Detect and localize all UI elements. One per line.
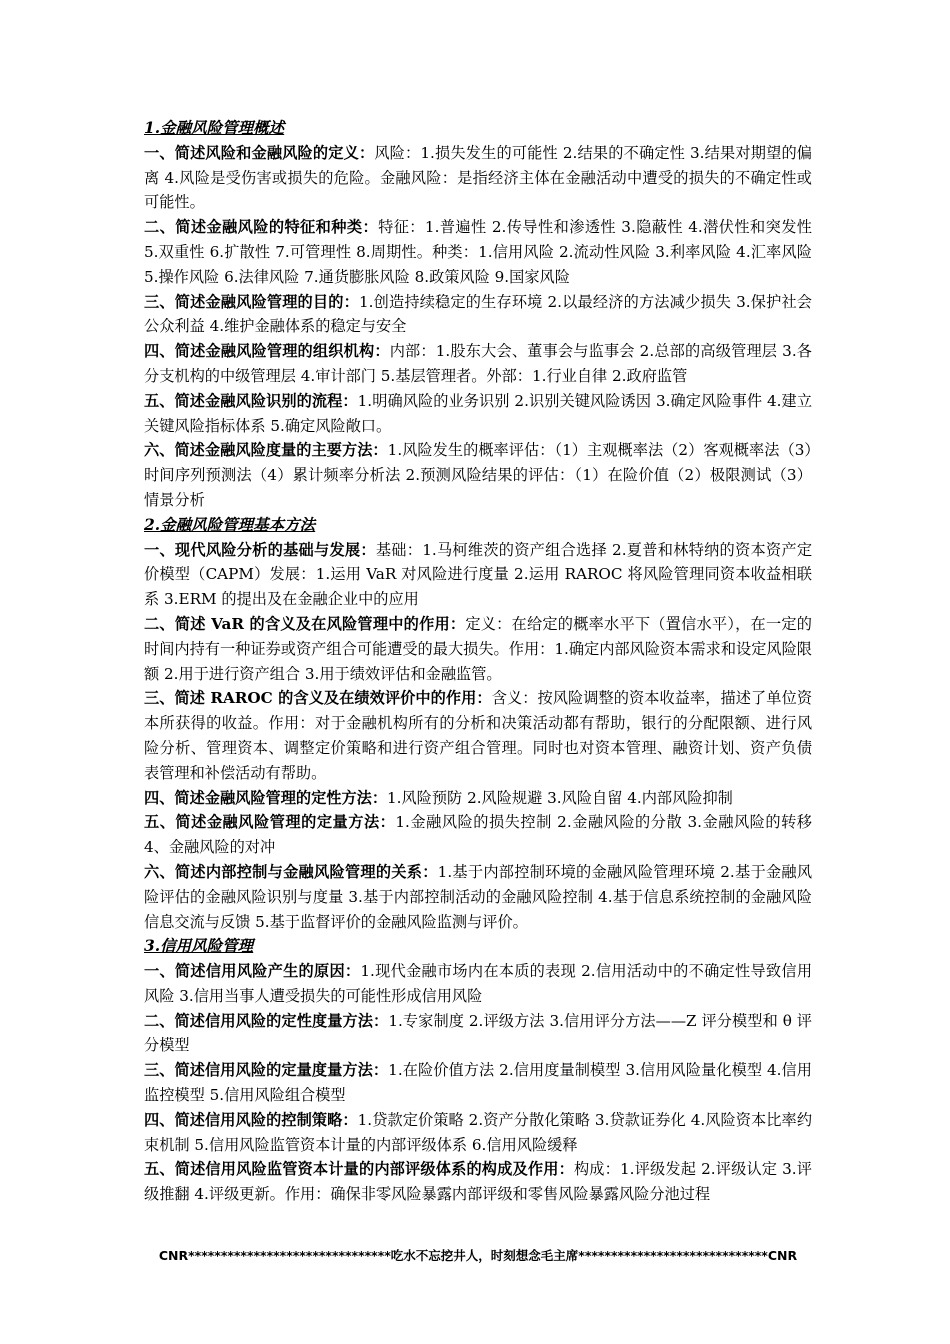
question-heading: 五、简述信用风险监管资本计量的内部评级体系的构成及作用： [144, 1160, 574, 1179]
question-paragraph [144, 215, 812, 289]
question-heading: 二、简述 VaR 的含义及在风险管理中的作用： [144, 614, 466, 633]
question-heading: 四、简述金融风险管理的定性方法： [144, 788, 387, 807]
answer-text: 1.专家制度 2.评级方法 3.信用评分方法——Z 评分模型和 θ 评分模型 [144, 1011, 812, 1055]
question-heading: 六、简述金融风险度量的主要方法： [144, 441, 388, 460]
question-heading: 二、简述信用风险的定性度量方法： [144, 1011, 389, 1030]
section-title: 3.信用风险管理 [144, 936, 254, 956]
answer-text: 1.风险预防 2.风险规避 3.风险自留 4.内部风险抑制 [387, 788, 733, 807]
answer-text: 1.在险价值方法 2.信用度量制模型 3.信用风险量化模型 4.信用监控模型 5.信用风险组合模型 [144, 1061, 812, 1105]
section-title: 2.金融风险管理基本方法 [144, 514, 316, 534]
question-heading: 三、简述信用风险的定量度量方法： [144, 1061, 389, 1080]
question-paragraph [144, 1157, 812, 1207]
section-1 [144, 116, 812, 513]
answer-text: 1.现代金融市场内在本质的表现 2.信用活动中的不确定性导致信用风险 3.信用当事人遭受损失的可能性形成信用风险 [144, 962, 813, 1005]
question-paragraph [144, 612, 812, 686]
question-heading: 四、简述信用风险的控制策略： [144, 1110, 358, 1129]
question-paragraph [144, 1058, 812, 1108]
question-paragraph [144, 438, 812, 512]
answer-text: 1.金融风险的损失控制 2.金融风险的分散 3.金融风险的转移 4、金融风险的对冲 [144, 813, 812, 857]
question-paragraph [144, 786, 812, 811]
question-paragraph [144, 860, 812, 934]
answer-text: 1.基于内部控制环境的金融风险管理环境 2.基于金融风险评估的金融风险识别与度量 3.基于内部控制活动的金融风险控制 4.基于信息系统控制的金融风险信息交流与反馈 5.基于监督评价的金融风险监测与评价。 [144, 862, 813, 931]
question-paragraph [144, 810, 812, 860]
answer-text: 内部：1.股东大会、董事会与监事会 2.总部的高级管理层 3.各分支机构的中级管理层 4.审计部门 5.基层管理者。外部：1.行业自律 2.政府监管 [144, 342, 812, 385]
answer-text: 风险：1.损失发生的可能性 2.结果的不确定性 3.结果对期望的偏离 4.风险是受伤害或损失的危险。金融风险：是指经济主体在金融活动中遭受的损失的不确定性或可能性。 [144, 143, 812, 212]
question-paragraph [144, 686, 812, 785]
answer-text: 1.明确风险的业务识别 2.识别关键风险诱因 3.确定风险事件 4.建立关键风险指标体系 5.确定风险敞口。 [144, 391, 813, 435]
question-heading: 六、简述内部控制与金融风险管理的关系： [144, 862, 438, 881]
answer-text: 基础：1.马柯维茨的资产组合选择 2.夏普和林特纳的资本资产定价模型（CAPM）发展：1.运用 VaR 对风险进行度量 2.运用 RAROC 将风险管理同资本收益相联系 3.ERM 的提出及在金融企业中的应用 [144, 540, 812, 609]
question-paragraph [144, 339, 812, 389]
question-paragraph [144, 1108, 812, 1158]
answer-text: 1.贷款定价策略 2.资产分散化策略 3.贷款证券化 4.风险资本比率约束机制 5.信用风险监管资本计量的内部评级体系 6.信用风险缓释 [144, 1110, 813, 1154]
question-paragraph [144, 538, 812, 612]
question-heading: 一、现代风险分析的基础与发展： [144, 540, 376, 559]
question-paragraph [144, 959, 812, 1009]
question-heading: 三、简述金融风险管理的目的： [144, 292, 359, 311]
answer-text: 1.风险发生的概率评估：（1）主观概率法（2）客观概率法（3）时间序列预测法（4）累计频率分析法 2.预测风险结果的评估：（1）在险价值（2）极限测试（3）情景分析 [144, 441, 812, 509]
question-heading: 一、简述风险和金融风险的定义： [144, 143, 375, 162]
question-heading: 五、简述金融风险识别的流程： [144, 391, 358, 410]
question-paragraph [144, 141, 812, 215]
answer-text: 构成：1.评级发起 2.评级认定 3.评级推翻 4.评级更新。作用：确保非零风险暴露内部评级和零售风险暴露风险分池过程 [144, 1160, 812, 1204]
answer-text: 特征：1.普遍性 2.传导性和渗透性 3.隐蔽性 4.潜伏性和突发性 5.双重性 6.扩散性 7.可管理性 8.周期性。种类：1.信用风险 2.流动性风险 3.利率风险 4.汇率风险 5.操作风险 6.法律风险 7.通货膨胀风险 8.政策风险 9.国家风险 [144, 218, 812, 286]
document-body [144, 116, 812, 1207]
question-heading: 五、简述金融风险管理的定量方法： [144, 813, 396, 832]
question-heading: 二、简述金融风险的特征和种类： [144, 218, 379, 237]
question-paragraph [144, 389, 812, 439]
answer-text: 定义：在给定的概率水平下（置信水平），在一定的时间内持有一种证券或资产组合可能遭受的最大损失。作用：1.确定内部风险资本需求和设定风险限额 2.用于进行资产组合 3.用于绩效评估和金融监管。 [144, 614, 812, 683]
section-2 [144, 513, 812, 935]
page-footer: CNR*******************************吃水不忘挖井人，时刻想念毛主席*****************************CNR [158, 1248, 798, 1263]
question-paragraph [144, 1009, 812, 1059]
section-title: 1.金融风险管理概述 [144, 118, 285, 137]
answer-text: 1.创造持续稳定的生存环境 2.以最经济的方法减少损失 3.保护社会公众利益 4.维护金融体系的稳定与安全 [144, 292, 812, 336]
question-heading: 四、简述金融风险管理的组织机构： [144, 342, 390, 361]
question-heading: 一、简述信用风险产生的原因： [144, 962, 361, 981]
section-3 [144, 934, 812, 1207]
question-paragraph [144, 290, 812, 340]
question-heading: 三、简述 RAROC 的含义及在绩效评价中的作用： [144, 689, 492, 708]
answer-text: 含义：按风险调整的资本收益率，描述了单位资本所获得的收益。作用：对于金融机构所有的分析和决策活动都有帮助，银行的分配限额、进行风险分析、管理资本、调整定价策略和进行资产组合管理。同时也对资本管理、融资计划、资产负债表管理和补偿活动有帮助。 [144, 689, 813, 782]
